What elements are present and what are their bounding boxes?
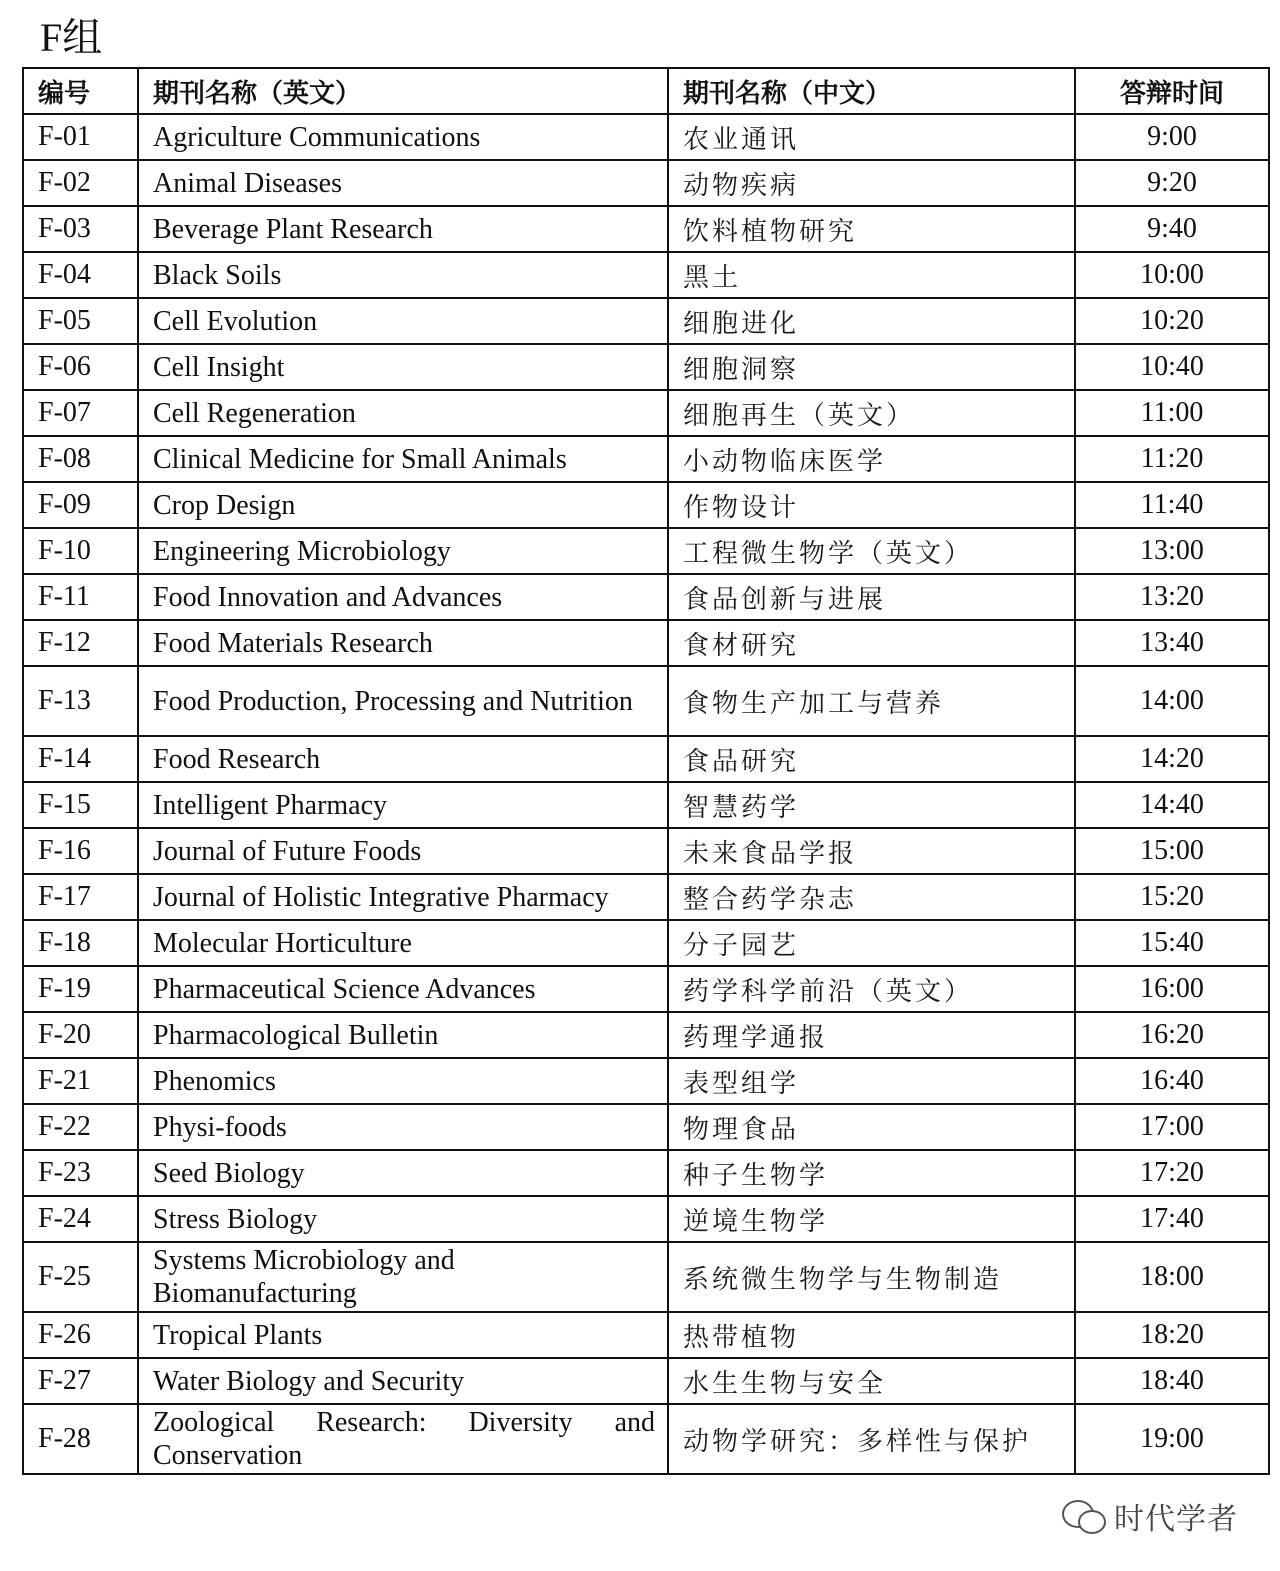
cell-journal-chinese: 农业通讯 <box>668 114 1075 160</box>
cell-defense-time: 17:20 <box>1075 1150 1269 1196</box>
cell-defense-time: 10:40 <box>1075 344 1269 390</box>
cell-defense-time: 11:40 <box>1075 482 1269 528</box>
table-row <box>23 436 1269 482</box>
cell-journal-english: Food Innovation and Advances <box>138 574 668 620</box>
cell-journal-chinese: 热带植物 <box>668 1312 1075 1358</box>
table-row <box>23 252 1269 298</box>
cell-journal-chinese: 动物疾病 <box>668 160 1075 206</box>
cell-journal-chinese: 逆境生物学 <box>668 1196 1075 1242</box>
cell-id: F-25 <box>23 1242 138 1312</box>
cell-id: F-19 <box>23 966 138 1012</box>
cell-journal-english: Journal of Holistic Integrative Pharmacy <box>138 874 668 920</box>
cell-defense-time: 13:00 <box>1075 528 1269 574</box>
cell-journal-english: Journal of Future Foods <box>138 828 668 874</box>
cell-id: F-18 <box>23 920 138 966</box>
cell-defense-time: 10:20 <box>1075 298 1269 344</box>
cell-id: F-05 <box>23 298 138 344</box>
cell-journal-english: Food Research <box>138 736 668 782</box>
cell-journal-english: Phenomics <box>138 1058 668 1104</box>
cell-journal-english: Agriculture Communications <box>138 114 668 160</box>
cell-journal-english: Animal Diseases <box>138 160 668 206</box>
cell-id: F-03 <box>23 206 138 252</box>
cell-journal-english: Cell Insight <box>138 344 668 390</box>
table-row <box>23 736 1269 782</box>
cell-journal-english: Crop Design <box>138 482 668 528</box>
table-row <box>23 1104 1269 1150</box>
cell-id: F-24 <box>23 1196 138 1242</box>
cell-id: F-16 <box>23 828 138 874</box>
table-row <box>23 666 1269 736</box>
cell-journal-chinese: 系统微生物学与生物制造 <box>668 1242 1075 1312</box>
cell-defense-time: 18:40 <box>1075 1358 1269 1404</box>
cell-defense-time: 16:00 <box>1075 966 1269 1012</box>
cell-journal-english: Clinical Medicine for Small Animals <box>138 436 668 482</box>
cell-journal-english: Cell Evolution <box>138 298 668 344</box>
table-row <box>23 782 1269 828</box>
cell-journal-english: Physi-foods <box>138 1104 668 1150</box>
defense-schedule-table <box>22 67 1270 1475</box>
table-row <box>23 1312 1269 1358</box>
cell-defense-time: 15:00 <box>1075 828 1269 874</box>
cell-journal-chinese: 饮料植物研究 <box>668 206 1075 252</box>
cell-defense-time: 11:00 <box>1075 390 1269 436</box>
cell-journal-english: Engineering Microbiology <box>138 528 668 574</box>
cell-journal-chinese: 分子园艺 <box>668 920 1075 966</box>
cell-journal-chinese: 细胞洞察 <box>668 344 1075 390</box>
cell-journal-chinese: 食品研究 <box>668 736 1075 782</box>
table-row <box>23 1404 1269 1474</box>
cell-id: F-07 <box>23 390 138 436</box>
cell-journal-english: Pharmacological Bulletin <box>138 1012 668 1058</box>
cell-defense-time: 9:20 <box>1075 160 1269 206</box>
cell-id: F-08 <box>23 436 138 482</box>
cell-journal-chinese: 细胞进化 <box>668 298 1075 344</box>
cell-journal-english: Cell Regeneration <box>138 390 668 436</box>
cell-journal-english: Seed Biology <box>138 1150 668 1196</box>
cell-journal-english: Food Materials Research <box>138 620 668 666</box>
cell-defense-time: 13:40 <box>1075 620 1269 666</box>
table-row <box>23 390 1269 436</box>
cell-id: F-27 <box>23 1358 138 1404</box>
cell-defense-time: 19:00 <box>1075 1404 1269 1474</box>
cell-journal-english: Water Biology and Security <box>138 1358 668 1404</box>
cell-defense-time: 16:20 <box>1075 1012 1269 1058</box>
cell-defense-time: 14:40 <box>1075 782 1269 828</box>
cell-defense-time: 17:00 <box>1075 1104 1269 1150</box>
cell-journal-chinese: 食物生产加工与营养 <box>668 666 1075 736</box>
cell-journal-english: Tropical Plants <box>138 1312 668 1358</box>
cell-journal-chinese: 物理食品 <box>668 1104 1075 1150</box>
cell-journal-english: Molecular Horticulture <box>138 920 668 966</box>
wechat-icon <box>1062 1498 1106 1534</box>
cell-journal-english: Black Soils <box>138 252 668 298</box>
cell-journal-english: Intelligent Pharmacy <box>138 782 668 828</box>
cell-id: F-21 <box>23 1058 138 1104</box>
cell-journal-chinese: 表型组学 <box>668 1058 1075 1104</box>
cell-defense-time: 15:40 <box>1075 920 1269 966</box>
cell-journal-chinese: 种子生物学 <box>668 1150 1075 1196</box>
cell-journal-chinese: 小动物临床医学 <box>668 436 1075 482</box>
table-row <box>23 874 1269 920</box>
table-row <box>23 482 1269 528</box>
table-row <box>23 1150 1269 1196</box>
cell-defense-time: 13:20 <box>1075 574 1269 620</box>
cell-id: F-17 <box>23 874 138 920</box>
cell-defense-time: 18:00 <box>1075 1242 1269 1312</box>
table-row <box>23 1358 1269 1404</box>
table-row <box>23 344 1269 390</box>
cell-defense-time: 11:20 <box>1075 436 1269 482</box>
cell-journal-english: Beverage Plant Research <box>138 206 668 252</box>
table-row <box>23 828 1269 874</box>
cell-defense-time: 15:20 <box>1075 874 1269 920</box>
cell-journal-chinese: 药理学通报 <box>668 1012 1075 1058</box>
cell-journal-chinese: 智慧药学 <box>668 782 1075 828</box>
cell-journal-chinese: 整合药学杂志 <box>668 874 1075 920</box>
cell-journal-english: Zoological Research: Diversity and Conservation <box>138 1404 668 1474</box>
cell-defense-time: 14:20 <box>1075 736 1269 782</box>
cell-id: F-13 <box>23 666 138 736</box>
cell-id: F-01 <box>23 114 138 160</box>
cell-defense-time: 9:00 <box>1075 114 1269 160</box>
cell-journal-english: Stress Biology <box>138 1196 668 1242</box>
header-journal-chinese: 期刊名称（中文） <box>668 68 1075 114</box>
cell-defense-time: 9:40 <box>1075 206 1269 252</box>
cell-id: F-12 <box>23 620 138 666</box>
header-journal-english: 期刊名称（英文） <box>138 68 668 114</box>
cell-journal-chinese: 黑土 <box>668 252 1075 298</box>
cell-journal-chinese: 未来食品学报 <box>668 828 1075 874</box>
cell-id: F-14 <box>23 736 138 782</box>
cell-id: F-15 <box>23 782 138 828</box>
cell-journal-english: Food Production, Processing and Nutrition <box>138 666 668 736</box>
group-title: F组 <box>40 15 103 60</box>
cell-id: F-10 <box>23 528 138 574</box>
cell-defense-time: 10:00 <box>1075 252 1269 298</box>
table-row <box>23 574 1269 620</box>
table-row <box>23 620 1269 666</box>
watermark-label: 时代学者 <box>1114 1502 1238 1537</box>
cell-journal-chinese: 食材研究 <box>668 620 1075 666</box>
watermark <box>1062 1494 1238 1538</box>
cell-journal-chinese: 动物学研究：多样性与保护 <box>668 1404 1075 1474</box>
cell-defense-time: 16:40 <box>1075 1058 1269 1104</box>
cell-id: F-20 <box>23 1012 138 1058</box>
cell-defense-time: 14:00 <box>1075 666 1269 736</box>
cell-journal-chinese: 水生生物与安全 <box>668 1358 1075 1404</box>
header-id: 编号 <box>23 68 138 114</box>
cell-id: F-11 <box>23 574 138 620</box>
cell-id: F-23 <box>23 1150 138 1196</box>
table-row <box>23 298 1269 344</box>
cell-id: F-28 <box>23 1404 138 1474</box>
cell-journal-chinese: 细胞再生（英文） <box>668 390 1075 436</box>
table-row <box>23 1012 1269 1058</box>
cell-id: F-02 <box>23 160 138 206</box>
table-header-row <box>23 68 1269 114</box>
cell-id: F-26 <box>23 1312 138 1358</box>
table-row <box>23 206 1269 252</box>
table-row <box>23 1058 1269 1104</box>
table-row <box>23 1242 1269 1312</box>
cell-journal-chinese: 作物设计 <box>668 482 1075 528</box>
cell-defense-time: 17:40 <box>1075 1196 1269 1242</box>
cell-journal-english: Systems Microbiology and Biomanufacturing <box>138 1242 668 1312</box>
cell-id: F-22 <box>23 1104 138 1150</box>
cell-id: F-04 <box>23 252 138 298</box>
table-row <box>23 966 1269 1012</box>
header-defense-time: 答辩时间 <box>1075 68 1269 114</box>
table-row <box>23 114 1269 160</box>
cell-id: F-09 <box>23 482 138 528</box>
cell-defense-time: 18:20 <box>1075 1312 1269 1358</box>
cell-journal-chinese: 工程微生物学（英文） <box>668 528 1075 574</box>
table-row <box>23 160 1269 206</box>
cell-journal-chinese: 药学科学前沿（英文） <box>668 966 1075 1012</box>
table-row <box>23 1196 1269 1242</box>
cell-journal-chinese: 食品创新与进展 <box>668 574 1075 620</box>
cell-id: F-06 <box>23 344 138 390</box>
table-row <box>23 920 1269 966</box>
cell-journal-english: Pharmaceutical Science Advances <box>138 966 668 1012</box>
table-row <box>23 528 1269 574</box>
